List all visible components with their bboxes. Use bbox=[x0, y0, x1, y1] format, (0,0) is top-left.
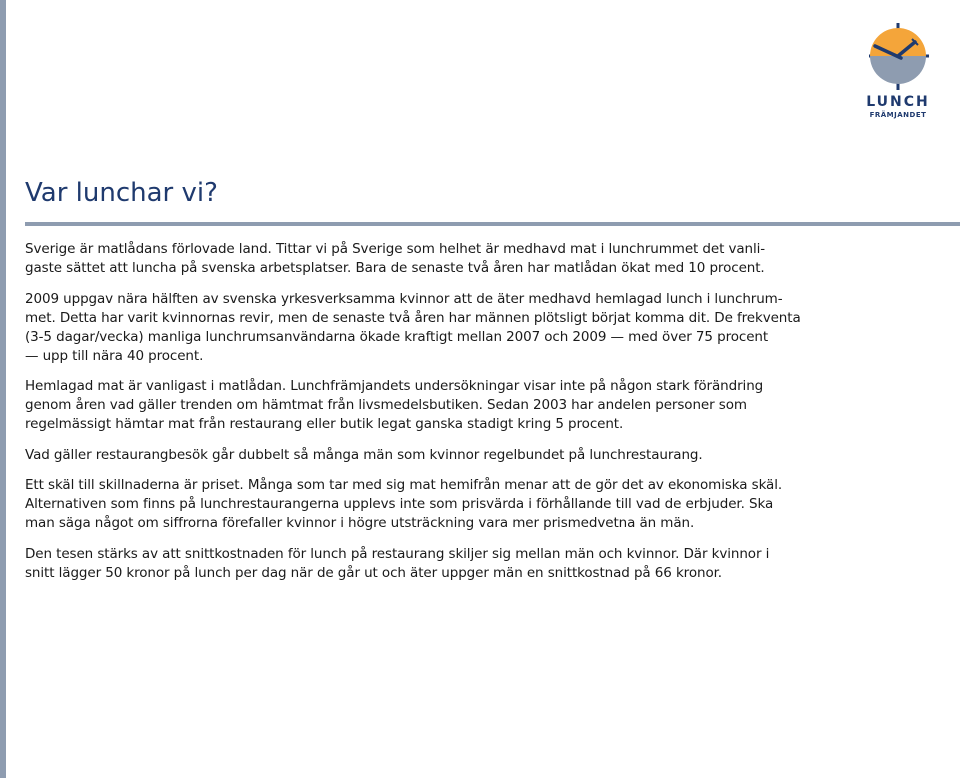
article-body bbox=[25, 240, 801, 594]
text-line: met. Detta har varit kvinnornas revir, men de senaste två åren har männen plötsligt börjat komma dit. De frekventa bbox=[25, 309, 801, 326]
logo-subtitle: FRÄMJANDET bbox=[869, 111, 927, 119]
text-line: man säga något om siffrorna förefaller kvinnor i högre utsträckning vara mer prismedvetna än män. bbox=[25, 515, 695, 531]
text-line: Vad gäller restaurangbesök går dubbelt så många män som kvinnor regelbundet på lunchrestaurang. bbox=[25, 446, 703, 463]
text-line: Alternativen som finns på lunchrestaurangerna upplevs inte som prisvärda i förhållande till vad de erbjuder. Ska bbox=[25, 496, 774, 512]
text-line: snitt lägger 50 kronor på lunch per dag när de går ut och äter uppger män en snittkostnad på 66 kronor. bbox=[25, 564, 723, 581]
paragraph-restaurangbesok bbox=[25, 446, 785, 465]
text-line: regelmässigt hämtar mat från restaurang eller butik legat ganska stadigt kring 5 procent. bbox=[25, 416, 624, 432]
text-line: — upp till nära 40 procent. bbox=[25, 347, 204, 364]
left-margin-rule bbox=[0, 0, 6, 778]
text-line: genom åren vad gäller trenden om hämtmat från livsmedelsbutiken. Sedan 2003 har andelen personer som bbox=[25, 397, 747, 413]
text-line: 2009 uppgav nära hälften av svenska yrkesverksamma kvinnor att de äter medhavd hemlagad lunch i lunchrum- bbox=[25, 290, 783, 307]
page-title: Var lunchar vi? bbox=[25, 178, 218, 208]
paragraph-matladan bbox=[25, 240, 785, 278]
text-line: gaste sättet att luncha på svenska arbetsplatser. Bara de senaste två åren har matlådan ökat med 10 procent. bbox=[25, 260, 765, 276]
paragraph-hemlagad-mat bbox=[25, 377, 785, 434]
text-line: Ett skäl till skillnaderna är priset. Många som tar med sig mat hemifrån menar att de gör det av ekonomiska skäl. bbox=[25, 477, 783, 493]
clock-plate-icon bbox=[865, 20, 931, 92]
text-line: Den tesen stärks av att snittkostnaden för lunch på restaurang skiljer sig mellan män och kvinnor. Där kvinnor i bbox=[25, 545, 770, 562]
lunchframjandet-logo bbox=[858, 20, 938, 122]
title-divider bbox=[25, 222, 960, 226]
logo-wordmark: LUNCH bbox=[866, 94, 930, 110]
text-line: (3-5 dagar/vecka) manliga lunchrumsanvändarna ökade kraftigt mellan 2007 och 2009 — med över 75 procent bbox=[25, 328, 769, 345]
paragraph-priset bbox=[25, 476, 785, 533]
paragraph-kvinnor-lunchrum bbox=[25, 290, 801, 366]
paragraph-snittkostnad bbox=[25, 545, 785, 583]
text-line: Hemlagad mat är vanligast i matlådan. Lunchfrämjandets undersökningar visar inte på någon stark förändring bbox=[25, 378, 764, 394]
text-line: Sverige är matlådans förlovade land. Tittar vi på Sverige som helhet är medhavd mat i lunchrummet det vanli- bbox=[25, 241, 766, 257]
